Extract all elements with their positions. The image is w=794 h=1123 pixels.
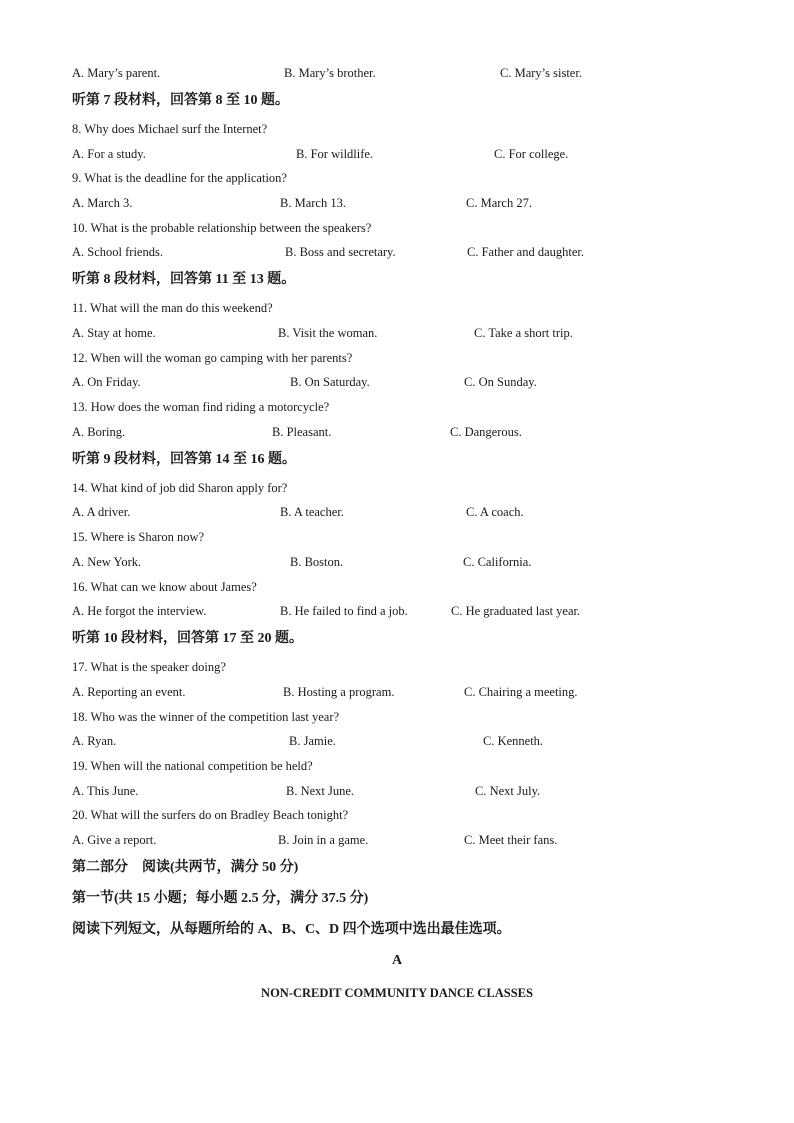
q14-option-b: B. A teacher. <box>280 505 344 519</box>
question-8: 8. Why does Michael surf the Internet? <box>72 122 268 136</box>
q18-option-a: A. Ryan. <box>72 734 117 748</box>
question-18: 18. Who was the winner of the competition last year? <box>72 710 340 724</box>
question-14: 14. What kind of job did Sharon apply for? <box>72 481 288 495</box>
reading-instruction: 阅读下列短文，从每题所给的 A、B、C、D 四个选项中选出最佳选项。 <box>72 922 511 937</box>
q10-option-b: B. Boss and secretary. <box>285 245 396 259</box>
q16-option-a: A. He forgot the interview. <box>72 604 207 618</box>
q13-option-b: B. Pleasant. <box>272 425 332 439</box>
q7-option-c: C. Mary’s sister. <box>500 66 582 80</box>
q19-option-c: C. Next July. <box>475 784 541 798</box>
q11-option-b: B. Visit the woman. <box>278 326 378 340</box>
part-two-title: 第二部分 阅读(共两节，满分 50 分) <box>72 860 299 875</box>
q8-option-c: C. For college. <box>494 147 569 161</box>
passage-letter: A <box>391 953 403 968</box>
q17-option-b: B. Hosting a program. <box>283 685 395 699</box>
q12-option-b: B. On Saturday. <box>290 375 370 389</box>
q8-option-b: B. For wildlife. <box>296 147 374 161</box>
question-19: 19. When will the national competition be held? <box>72 759 313 773</box>
question-12: 12. When will the woman go camping with her parents? <box>72 351 353 365</box>
question-9: 9. What is the deadline for the application? <box>72 171 287 185</box>
q17-option-c: C. Chairing a meeting. <box>464 685 578 699</box>
q11-option-a: A. Stay at home. <box>72 326 156 340</box>
q18-option-c: C. Kenneth. <box>483 734 544 748</box>
question-13: 13. How does the woman find riding a motorcycle? <box>72 400 330 414</box>
section-header-8: 听第 8 段材料，回答第 11 至 13 题。 <box>72 272 296 287</box>
q20-option-a: A. Give a report. <box>72 833 157 847</box>
q15-option-a: A. New York. <box>72 555 142 569</box>
q16-option-b: B. He failed to find a job. <box>280 604 408 618</box>
q19-option-a: A. This June. <box>72 784 139 798</box>
passage-title: NON-CREDIT COMMUNITY DANCE CLASSES <box>261 986 533 1000</box>
q9-option-a: A. March 3. <box>72 196 133 210</box>
q18-option-b: B. Jamie. <box>289 734 336 748</box>
section-header-7: 听第 7 段材料，回答第 8 至 10 题。 <box>72 93 289 108</box>
part-two-subtitle: 第一节(共 15 小题；每小题 2.5 分，满分 37.5 分) <box>72 891 369 906</box>
section-header-9: 听第 9 段材料，回答第 14 至 16 题。 <box>72 452 296 467</box>
q17-option-a: A. Reporting an event. <box>72 685 186 699</box>
q13-option-c: C. Dangerous. <box>450 425 522 439</box>
q20-option-c: C. Meet their fans. <box>464 833 558 847</box>
q14-option-c: C. A coach. <box>466 505 524 519</box>
question-11: 11. What will the man do this weekend? <box>72 301 273 315</box>
q9-option-b: B. March 13. <box>280 196 346 210</box>
q15-option-b: B. Boston. <box>290 555 344 569</box>
q9-option-c: C. March 27. <box>466 196 532 210</box>
q16-option-c: C. He graduated last year. <box>451 604 581 618</box>
q7-option-a: A. Mary’s parent. <box>72 66 161 80</box>
section-header-10: 听第 10 段材料，回答第 17 至 20 题。 <box>72 631 303 646</box>
q20-option-b: B. Join in a game. <box>278 833 369 847</box>
q15-option-c: C. California. <box>463 555 532 569</box>
q12-option-c: C. On Sunday. <box>464 375 537 389</box>
q19-option-b: B. Next June. <box>286 784 355 798</box>
question-15: 15. Where is Sharon now? <box>72 530 205 544</box>
question-16: 16. What can we know about James? <box>72 580 257 594</box>
q10-option-c: C. Father and daughter. <box>467 245 584 259</box>
q10-option-a: A. School friends. <box>72 245 163 259</box>
q11-option-c: C. Take a short trip. <box>474 326 573 340</box>
question-20: 20. What will the surfers do on Bradley Beach tonight? <box>72 808 349 822</box>
q8-option-a: A. For a study. <box>72 147 146 161</box>
q12-option-a: A. On Friday. <box>72 375 141 389</box>
q7-option-b: B. Mary’s brother. <box>284 66 376 80</box>
q14-option-a: A. A driver. <box>72 505 131 519</box>
question-17: 17. What is the speaker doing? <box>72 660 226 674</box>
q13-option-a: A. Boring. <box>72 425 126 439</box>
question-10: 10. What is the probable relationship between the speakers? <box>72 221 372 235</box>
